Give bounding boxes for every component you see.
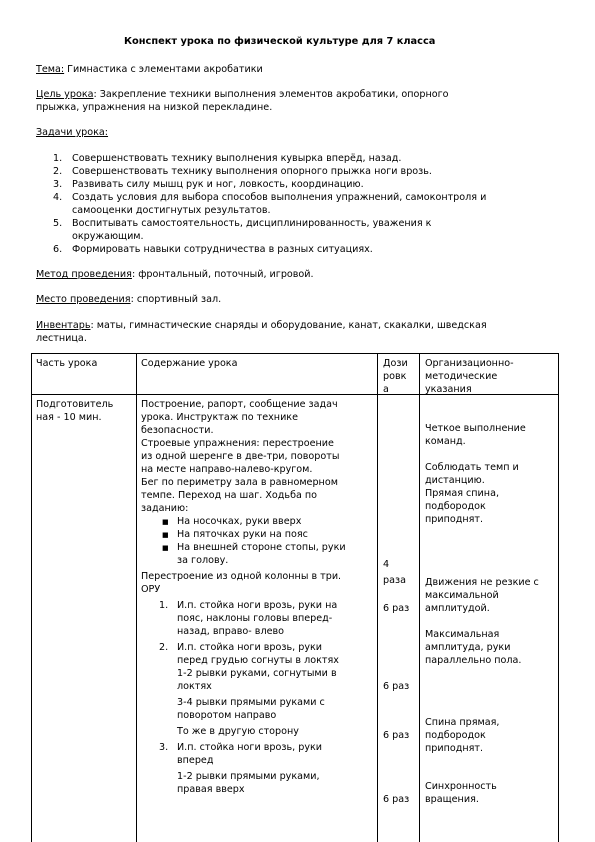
task-text-cont: самооценки достигнутых результатов. <box>72 205 271 216</box>
task-text: Формировать навыки сотрудничества в разных ситуациях. <box>72 244 373 255</box>
bullet-text: На пяточках руки на пояс <box>177 529 308 540</box>
task-text-cont: окружающим. <box>72 231 144 242</box>
header-dose-3: а <box>383 384 389 395</box>
header-notes-2: методические <box>425 371 498 382</box>
header-dose-2: ровк <box>383 371 407 382</box>
content-line: Построение, рапорт, сообщение задач <box>141 399 338 410</box>
content-line: на месте направо-налево-кругом. <box>141 464 313 475</box>
method-label: Метод проведения <box>36 269 132 280</box>
header-part: Часть урока <box>36 358 98 369</box>
task-text: Воспитывать самостоятельность, дисциплинированность, уважения к <box>72 218 432 229</box>
note-text: подбородок <box>425 501 486 512</box>
table-col-divider-3 <box>419 353 420 842</box>
document-title: Конспект урока по физической культуре для 7 класса <box>124 36 436 47</box>
note-text: Синхронность <box>425 781 497 792</box>
note-text: приподнят. <box>425 514 484 525</box>
note-text: параллельно пола. <box>425 655 522 666</box>
oru-text: 3-4 рывки прямыми руками с <box>177 697 325 708</box>
note-text: подбородок <box>425 730 486 741</box>
content-line: урока. Инструктаж по технике <box>141 412 299 423</box>
oru-text: пояс, наклоны головы вперед- <box>177 613 333 624</box>
oru-text: И.п. стойка ноги врозь, руки <box>177 742 323 753</box>
note-text: амплитудой. <box>425 603 490 614</box>
header-content: Содержание урока <box>141 358 238 369</box>
inventory-line-2: лестница. <box>36 333 87 344</box>
note-text: приподнят. <box>425 743 484 754</box>
method-line <box>36 268 314 281</box>
content-line: Бег по периметру зала в равномерном <box>141 477 338 488</box>
content-line: безопасности. <box>141 425 214 436</box>
part-text-1: Подготовитель <box>36 399 114 410</box>
place-text: : спортивный зал. <box>130 294 222 305</box>
note-text: Прямая спина, <box>425 488 499 499</box>
content-line: из одной шеренге в две-три, повороты <box>141 451 340 462</box>
part-text-2: ная - 10 мин. <box>36 412 102 423</box>
table-col-divider-2 <box>377 353 378 842</box>
task-number: 6. <box>53 244 63 255</box>
oru-text: И.п. стойка ноги врозь, руки <box>177 642 323 653</box>
oru-text: локтях <box>177 681 212 692</box>
oru-text: И.п. стойка ноги врозь, руки на <box>177 600 338 611</box>
oru-number: 2. <box>159 642 169 653</box>
task-number: 2. <box>53 166 63 177</box>
bullet-icon: ■ <box>162 544 169 552</box>
tasks-label: Задачи урока: <box>36 127 109 138</box>
table-header-divider <box>31 394 559 395</box>
note-text: Максимальная <box>425 629 500 640</box>
goal-text-1: : Закрепление техники выполнения элементов акробатики, опорного <box>93 89 449 100</box>
content-line: ОРУ <box>141 584 161 595</box>
header-notes-3: указания <box>425 384 472 395</box>
inventory-text-1: : маты, гимнастические снаряды и оборудование, канат, скакалки, шведская <box>90 320 487 331</box>
task-number: 3. <box>53 179 63 190</box>
oru-text: перед грудью согнуты в локтях <box>177 655 339 666</box>
note-text: максимальной <box>425 590 499 601</box>
task-text: Развивать силу мышц рук и ног, ловкость, координацию. <box>72 179 364 190</box>
method-text: : фронтальный, поточный, игровой. <box>131 269 314 280</box>
goal-line-2: прыжка, упражнения на низкой перекладине. <box>36 102 273 113</box>
table-border-left <box>31 353 32 842</box>
bullet-text: На носочках, руки вверх <box>177 516 302 527</box>
table-border-top <box>31 353 559 354</box>
inventory-label: Инвентарь <box>36 320 91 331</box>
oru-text: поворотом направо <box>177 710 277 721</box>
note-text: амплитуда, руки <box>425 642 511 653</box>
bullet-text: На внешней стороне стопы, руки <box>177 542 346 553</box>
topic-line <box>36 63 263 76</box>
table-col-divider-1 <box>136 353 137 842</box>
header-dose-1: Дози <box>383 358 408 369</box>
oru-text: 1-2 рывки прямыми руками, <box>177 771 320 782</box>
topic-text: Гимнастика с элементами акробатики <box>64 64 263 75</box>
goal-line-1 <box>36 88 449 101</box>
goal-label: Цель урока <box>36 89 94 100</box>
content-line: темпе. Переход на шаг. Ходьба по <box>141 490 318 501</box>
note-text: вращения. <box>425 794 479 805</box>
task-text: Совершенствовать технику выполнения кувырка вперёд, назад. <box>72 153 402 164</box>
oru-text: правая вверх <box>177 784 245 795</box>
oru-text: вперед <box>177 755 214 766</box>
note-text: Четкое выполнение <box>425 423 526 434</box>
dose-value: 4 <box>383 559 390 570</box>
oru-number: 1. <box>159 600 169 611</box>
place-label: Место проведения <box>36 294 131 305</box>
inventory-line-1 <box>36 319 487 332</box>
dose-value: 6 раз <box>383 794 410 805</box>
task-number: 1. <box>53 153 63 164</box>
table-border-right <box>558 353 559 842</box>
note-text: дистанцию. <box>425 475 485 486</box>
oru-text: То же в другую сторону <box>177 726 299 737</box>
oru-text: 1-2 рывки руками, согнутыми в <box>177 668 337 679</box>
bullet-icon: ■ <box>162 531 169 539</box>
oru-text: назад, вправо- влево <box>177 626 285 637</box>
bullet-text-cont: за голову. <box>177 555 229 566</box>
topic-label: Тема: <box>36 64 65 75</box>
task-text: Создать условия для выбора способов выполнения упражнений, самоконтроля и <box>72 192 487 203</box>
task-number: 5. <box>53 218 63 229</box>
content-line: Перестроение из одной колонны в три. <box>141 571 342 582</box>
note-text: Движения не резкие с <box>425 577 539 588</box>
content-line: Строевые упражнения: перестроение <box>141 438 334 449</box>
bullet-icon: ■ <box>162 518 169 526</box>
note-text: команд. <box>425 436 466 447</box>
note-text: Соблюдать темп и <box>425 462 519 473</box>
dose-value: раза <box>383 575 406 586</box>
task-text: Совершенствовать технику выполнения опорного прыжка ноги врозь. <box>72 166 432 177</box>
dose-value: 6 раз <box>383 681 410 692</box>
note-text: Спина прямая, <box>425 717 500 728</box>
dose-value: 6 раз <box>383 603 410 614</box>
header-notes-1: Организационно- <box>425 358 514 369</box>
place-line <box>36 293 221 306</box>
content-line: заданию: <box>141 503 189 514</box>
dose-value: 6 раз <box>383 730 410 741</box>
task-number: 4. <box>53 192 63 203</box>
oru-number: 3. <box>159 742 169 753</box>
